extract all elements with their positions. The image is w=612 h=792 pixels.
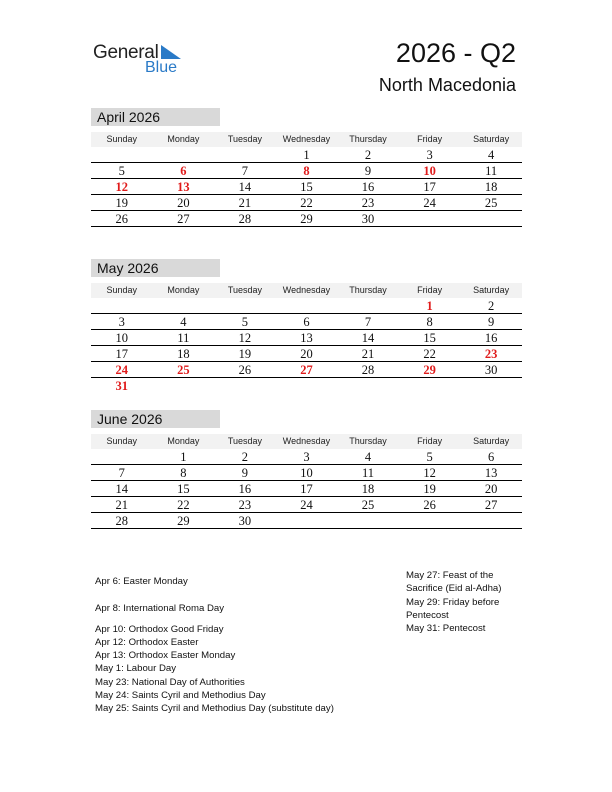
day-cell: 20 [484,482,498,496]
holiday-day-cell: 29 [423,363,436,377]
holiday-note: Apr 8: International Roma Day [95,603,225,615]
weekday-label: Friday [417,285,443,295]
week-row [91,465,522,481]
logo-text-general: General [93,42,159,63]
day-cell: 17 [300,482,313,496]
day-cell [399,378,461,394]
day-cell: 13 [484,466,498,480]
weekday-label: Monday [167,436,200,446]
holiday-note: Apr 13: Orthodox Easter Monday [95,650,236,662]
weekday-label: Wednesday [282,134,331,144]
weekday-label: Wednesday [282,285,331,295]
week-row [91,211,522,227]
day-cell [214,378,276,394]
day-cell: 14 [115,482,129,496]
day-cell [153,378,215,394]
weekday-label: Thursday [349,285,387,295]
day-cell: 18 [177,347,190,361]
holiday-note: May 23: National Day of Authorities [95,676,245,688]
day-cell [399,513,461,528]
day-cell: 5 [426,450,433,464]
weekday-label: Friday [417,134,443,144]
day-cell: 5 [118,164,125,178]
day-cell: 25 [361,498,375,512]
weekday-label: Sunday [106,285,138,295]
day-cell: 9 [364,164,372,178]
day-cell: 25 [484,196,498,210]
country-name: North Macedonia [378,75,516,95]
logo [93,42,193,78]
week-row [91,163,522,179]
holiday-day-cell: 10 [423,164,436,178]
day-cell [460,378,522,394]
day-cell: 28 [238,212,252,226]
day-cell [153,298,215,313]
weekday-label: Sunday [106,134,138,144]
day-cell: 3 [426,148,433,162]
holiday-note: Apr 6: Easter Monday [95,576,188,587]
holiday-day-cell: 12 [115,180,129,194]
day-cell: 29 [300,212,313,226]
day-cell: 15 [177,482,190,496]
day-cell: 16 [238,482,252,496]
day-cell: 11 [485,164,498,178]
weekday-header [91,132,522,147]
day-cell: 29 [177,514,190,528]
day-cell [91,298,153,313]
weekday-label: Wednesday [282,436,331,446]
day-cell: 2 [241,450,249,464]
day-cell [214,147,276,162]
weekday-label: Thursday [349,134,387,144]
holiday-day-cell: 25 [177,363,190,377]
day-cell [337,298,399,313]
holiday-note: May 25: Saints Cyril and Methodius Day (substitute day) [95,703,334,715]
month-title: June 2026 [91,410,220,428]
day-cell: 22 [300,196,313,210]
day-cell: 21 [238,196,252,210]
day-cell: 21 [115,498,129,512]
day-cell: 15 [300,180,313,194]
day-cell: 20 [300,347,313,361]
day-cell: 5 [241,315,249,329]
holiday-day-cell: 24 [115,363,129,377]
day-cell: 19 [115,196,129,210]
weekday-label: Monday [167,285,200,295]
day-cell [91,147,153,162]
holiday-day-cell: 31 [115,379,129,393]
day-cell: 1 [180,450,187,464]
week-row [91,314,522,330]
day-cell [91,449,153,464]
logo-flag-icon [161,45,181,59]
day-cell: 6 [303,315,310,329]
day-cell: 26 [115,212,129,226]
page-title: 2026 - Q2 [395,38,516,68]
holiday-note: May 31: Pentecost [406,623,486,635]
week-row [91,346,522,362]
day-cell: 26 [238,363,252,377]
day-cell: 12 [238,331,252,345]
day-cell: 24 [300,498,313,512]
week-row [91,378,522,394]
day-cell: 27 [484,498,498,512]
week-row [91,513,522,529]
holiday-day-cell: 1 [426,299,433,313]
month-april [91,108,522,227]
week-row [91,330,522,346]
weekday-label: Friday [417,436,443,446]
week-row [91,481,522,497]
day-cell: 26 [423,498,436,512]
holiday-note: May 27: Feast of the Sacrifice (Eid al-Adha) [406,570,502,595]
day-cell: 28 [361,363,375,377]
weekday-label: Monday [167,134,200,144]
day-cell: 15 [423,331,436,345]
week-row [91,179,522,195]
day-cell: 10 [115,331,129,345]
logo-text-blue: Blue [145,59,178,76]
day-cell: 17 [115,347,129,361]
week-row [91,298,522,314]
weekday-header [91,283,522,298]
day-cell: 3 [118,315,125,329]
day-cell: 4 [488,148,495,162]
weekday-label: Sunday [106,436,138,446]
day-cell: 22 [177,498,190,512]
day-cell: 12 [423,466,436,480]
week-row [91,147,522,163]
holiday-list-left [95,575,334,716]
holiday-note: May 24: Saints Cyril and Methodius Day [95,690,266,702]
holiday-note: May 29: Friday before Pentecost [406,596,500,621]
day-cell [214,298,276,313]
day-cell: 6 [488,450,495,464]
day-cell: 24 [423,196,436,210]
holiday-day-cell: 6 [180,164,187,178]
holiday-note: Apr 12: Orthodox Easter [95,636,199,648]
day-cell: 23 [361,196,375,210]
day-cell: 27 [177,212,190,226]
weekday-label: Tuesday [227,436,262,446]
day-cell: 7 [241,164,249,178]
holiday-day-cell: 13 [177,180,190,194]
weekday-label: Thursday [349,436,387,446]
weekday-header [91,434,522,449]
day-cell: 10 [300,466,313,480]
holiday-day-cell: 27 [300,363,313,377]
day-cell [399,211,461,226]
day-cell [460,513,522,528]
weekday-label: Saturday [473,436,510,446]
day-cell: 22 [423,347,436,361]
month-title: April 2026 [91,108,220,126]
week-row [91,497,522,513]
holiday-day-cell: 23 [484,347,498,361]
day-cell: 2 [364,148,372,162]
day-cell: 4 [180,315,187,329]
day-cell: 3 [303,450,310,464]
day-cell: 7 [118,466,125,480]
day-cell: 11 [177,331,190,345]
holiday-day-cell: 8 [303,164,310,178]
day-cell: 9 [241,466,249,480]
day-cell: 1 [303,148,310,162]
day-cell: 7 [364,315,372,329]
holiday-note: May 1: Labour Day [95,663,177,675]
day-cell [460,211,522,226]
day-cell: 8 [180,466,187,480]
day-cell: 16 [484,331,498,345]
weekday-label: Saturday [473,285,510,295]
day-cell: 30 [484,363,498,377]
week-row [91,449,522,465]
day-cell: 17 [423,180,436,194]
day-cell: 2 [488,299,495,313]
week-row [91,362,522,378]
day-cell: 18 [484,180,498,194]
day-cell: 14 [361,331,375,345]
day-cell: 8 [426,315,433,329]
holiday-list-right [406,569,526,635]
day-cell: 14 [238,180,252,194]
day-cell: 23 [238,498,252,512]
weekday-label: Tuesday [227,285,262,295]
month-june [91,410,522,529]
day-cell [153,147,215,162]
day-cell: 30 [238,514,252,528]
month-title: May 2026 [91,259,220,277]
day-cell: 16 [361,180,375,194]
day-cell: 18 [361,482,375,496]
month-may [91,259,522,394]
day-cell [276,513,338,528]
day-cell: 21 [361,347,375,361]
day-cell: 19 [423,482,436,496]
day-cell: 19 [238,347,252,361]
day-cell: 20 [177,196,190,210]
day-cell [337,513,399,528]
weekday-label: Tuesday [227,134,262,144]
week-row [91,195,522,211]
day-cell: 9 [488,315,495,329]
day-cell [276,378,338,394]
day-cell [276,298,338,313]
day-cell: 30 [361,212,375,226]
day-cell: 4 [364,450,372,464]
day-cell: 11 [362,466,375,480]
day-cell: 28 [115,514,129,528]
day-cell [337,378,399,394]
holiday-note: Apr 10: Orthodox Good Friday [95,623,224,635]
day-cell: 13 [300,331,313,345]
weekday-label: Saturday [473,134,510,144]
